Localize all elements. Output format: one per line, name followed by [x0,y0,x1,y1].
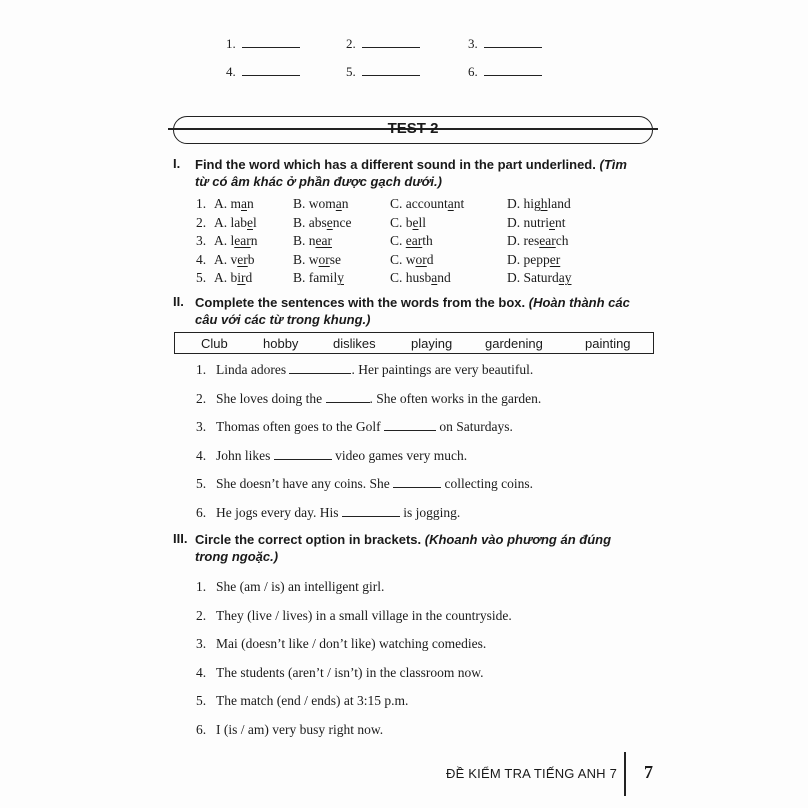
option-number: 4. [196,251,207,267]
option-a [214,233,257,249]
underlined-sound: a [431,270,438,286]
answer-number: 3. [468,36,478,51]
section-3-number: III. [173,531,188,546]
underlined-sound: or [318,251,330,267]
section-1-instruction-vi-1: (Tìm [599,157,627,172]
option-a [214,270,252,286]
option-d [507,196,571,212]
option-a [214,196,254,212]
answer-line [362,36,420,48]
sentence-number: 4. [196,447,207,463]
sentence-text-before: She loves doing the [216,390,326,406]
word-part: D. Saturd [507,270,559,286]
word-part: n [341,196,349,211]
option-b [293,233,332,249]
sentence-number: 1. [196,579,207,594]
word-part: A. l [214,233,235,249]
underlined-sound: er [237,251,248,267]
answer-blank-1 [226,36,300,52]
sentence-text-before: She doesn’t have any coins. She [216,476,394,492]
section-1-instruction-en: Find the word which has a different sound in the part underlined. [195,157,596,172]
answer-blank-5 [346,64,420,80]
underlined-sound: ay [558,270,572,286]
answer-blank[interactable] [384,419,436,431]
sentence-text: The match (end / ends) at 3:15 p.m. [216,693,409,709]
word-part: D. hi [507,196,534,211]
underlined-sound: a [241,196,247,211]
answer-blank[interactable] [289,362,351,374]
option-a [214,215,257,231]
word-part: d [245,270,253,286]
fill-in-sentence [196,448,467,464]
sentence-number: 5. [196,693,207,709]
underlined-sound: e [549,214,555,230]
underlined-sound: ear [539,233,556,249]
sentence-text: She (am / is) an intelligent girl. [216,579,385,594]
answer-number: 6. [468,64,478,79]
fill-in-sentence [196,362,533,378]
word-part: C. [390,233,406,249]
section-1-instruction [195,156,627,190]
word-part: A. b [214,270,238,286]
answer-blank-2 [346,36,420,52]
word-part: A. lab [214,214,247,230]
option-number: 3. [196,233,207,249]
answer-blank-4 [226,64,300,80]
option-d [507,233,568,249]
word-part: B. abs [293,214,327,230]
option-number: 1. [196,196,207,211]
section-2-instruction-en: Complete the sentences with the words from the box. [195,295,526,310]
word-part: nce [332,214,352,230]
sentence-text: I (is / am) very busy right now. [216,722,384,737]
option-b [293,215,351,231]
answer-number: 2. [346,36,356,51]
underlined-sound: e [326,214,333,230]
sentence-text-after: . Her paintings are very beautiful. [351,362,534,377]
sentence-number: 3. [196,636,207,652]
section-2-instruction-vi-2: câu với các từ trong khung.) [195,312,371,327]
sentence-number: 4. [196,664,207,680]
word-part: C. account [390,196,448,211]
sentence-text-after: on Saturdays. [435,419,513,435]
sentence-number: 5. [196,476,207,492]
word-part: l [253,214,257,230]
sentence-text: They (live / lives) in a small village in the countryside. [216,607,512,623]
answer-line [242,64,300,76]
sentence-text: The students (aren’t / isn’t) in the classroom now. [216,664,484,680]
fill-in-sentence [196,476,533,492]
section-3-instruction-vi-2: trong ngoặc.) [195,549,279,564]
answer-number: 1. [226,36,236,51]
answer-line [484,36,542,48]
word-part: th [422,233,433,249]
answer-line [362,64,420,76]
test-title: TEST 2 [387,120,439,137]
choice-sentence [196,665,483,681]
word-part: land [547,196,571,211]
answer-number: 4. [226,64,236,79]
option-c [390,270,451,286]
word-part: nt [555,214,566,230]
answer-blank[interactable] [393,476,441,488]
word-part: B. n [293,233,316,249]
option-d [507,270,572,286]
answer-number: 5. [346,64,356,79]
sentence-text-after: video games very much. [331,447,468,463]
option-b [293,252,341,268]
word-part: nt [453,196,465,211]
word-part: D. nutri [507,214,549,230]
sentence-text-after: collecting coins. [441,476,533,492]
box-word: gardening [485,336,543,351]
page-number: 7 [644,762,653,782]
word-part: C. husb [390,270,432,286]
word-part: ll [418,214,427,230]
sentence-text-before: Thomas often goes to the Golf [216,419,384,435]
option-c [390,233,433,249]
word-part: n [250,233,258,249]
option-d [507,215,566,231]
option-a [214,252,255,268]
word-part: B. wom [293,196,336,211]
box-word: playing [411,336,453,351]
word-part: d [426,251,434,267]
word-part: C. w [390,251,416,267]
section-2-instruction [195,294,630,328]
answer-blank-3 [468,36,542,52]
answer-line [484,64,542,76]
answer-blank[interactable] [274,448,332,460]
sentence-text-before: John likes [216,447,274,463]
section-3-instruction [195,531,611,565]
underlined-sound: ear [234,233,251,249]
option-number: 5. [196,270,207,286]
fill-in-sentence [196,505,460,521]
option-c [390,252,434,268]
section-2-instruction-vi-1: (Hoàn thành các [528,295,630,310]
word-part: nd [437,270,451,286]
sentence-number: 2. [196,390,207,406]
underlined-sound: or [415,251,427,267]
choice-sentence [196,693,408,709]
section-1-instruction-vi-2: từ có âm khác ở phần được gạch dưới.) [195,174,442,189]
fill-in-sentence [196,391,541,407]
choice-sentence [196,579,384,595]
word-part: n [247,196,254,211]
word-part: b [247,251,255,267]
word-part: A. m [214,196,241,211]
underlined-sound: e [412,214,419,230]
sentence-text-before: He jogs every day. His [216,505,342,520]
underlined-sound: ear [315,233,332,249]
sentence-number: 6. [196,722,207,737]
test-banner [173,116,653,144]
option-c [390,215,426,231]
word-part: C. b [390,214,413,230]
word-part: ch [555,233,569,249]
sentence-text-before: Linda adores [216,362,290,377]
sentence-text-after: . She often works in the garden. [369,390,542,406]
word-part: A. v [214,251,238,267]
underlined-sound: a [335,196,342,211]
word-part: B. w [293,251,319,267]
option-d [507,252,560,268]
option-b [293,270,344,286]
fill-in-sentence [196,419,513,435]
box-word: hobby [263,336,299,351]
underlined-sound: gh [534,196,548,211]
answer-blank[interactable] [342,505,400,517]
section-1-number: I. [173,156,181,171]
option-b [293,196,349,212]
underlined-sound: y [337,270,344,286]
box-word: Club [201,336,228,351]
option-c [390,196,464,212]
choice-sentence [196,608,512,624]
underlined-sound: ear [405,233,423,249]
sentence-text-after: is jogging. [399,505,461,520]
word-part: B. famil [293,270,338,286]
choice-sentence [196,636,486,652]
underlined-sound: e [247,214,253,230]
sentence-number: 6. [196,505,207,520]
word-part: se [329,251,342,267]
underlined-sound: ir [237,270,246,286]
sentence-text: Mai (doesn’t like / don’t like) watching comedies. [216,636,487,652]
sentence-number: 2. [196,607,207,623]
box-word: dislikes [333,336,376,351]
answer-blank-6 [468,64,542,80]
word-part: D. pepp [507,251,550,267]
underlined-sound: a [447,196,454,211]
answer-line [242,36,300,48]
sentence-number: 3. [196,419,207,435]
section-3-instruction-vi-1: (Khoanh vào phương án đúng [424,532,612,547]
footer-divider [624,752,626,796]
answer-blank[interactable] [326,391,370,403]
section-2-number: II. [173,294,184,309]
word-part: D. res [507,233,540,249]
option-number: 2. [196,214,207,230]
footer-book-title: ĐỀ KIỂM TRA TIẾNG ANH 7 [446,766,617,781]
choice-sentence [196,722,383,738]
word-box [174,332,654,354]
sentence-number: 1. [196,362,207,377]
box-word: painting [585,336,631,351]
section-3-instruction-en: Circle the correct option in brackets. [195,532,422,547]
underlined-sound: er [549,251,561,267]
